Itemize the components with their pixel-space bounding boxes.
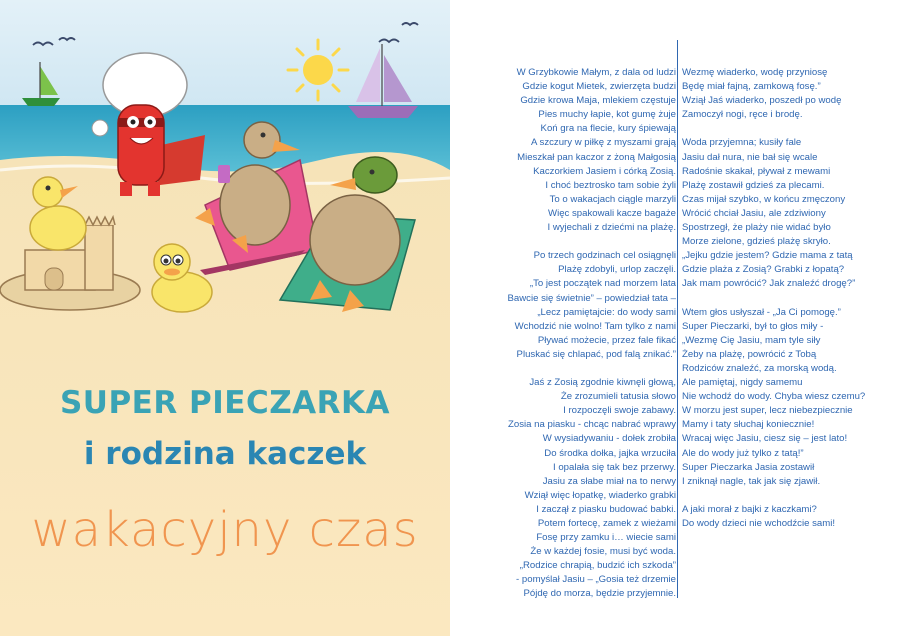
poem-line: Morze zielone, gdzieś plażę skryło. — [682, 236, 831, 248]
poem-line: I wyjechali z dziećmi na plażę. — [547, 222, 676, 234]
poem-line: Jasiu za słabe miał na to nerwy — [542, 475, 676, 487]
poem-line: Mamy i taty słuchaj koniecznie! — [682, 419, 815, 431]
column-divider — [677, 40, 678, 598]
poem-page — [450, 0, 900, 636]
poem-line: I zaczął z piasku budować babki. — [536, 503, 676, 515]
poem-line: I zniknął nagle, tak jak się zjawił. — [682, 475, 821, 487]
title-rodzina-kaczek: i rodzina kaczek — [83, 436, 367, 472]
poem-line: Pluskać się chlapać, pod falą znikać.” — [516, 348, 676, 360]
poem-stanza — [492, 376, 676, 602]
poem-line: „Jejku gdzie jestem? Gdzie mama z tatą — [682, 250, 853, 262]
poem-line: Jak mam powrócić? Jak znaleźć drogę?” — [682, 278, 856, 290]
poem-line: Woda przyjemna; kusiły fale — [682, 137, 802, 149]
poem-line: Po trzech godzinach cel osiągnęli — [533, 250, 676, 262]
poem-line: Pływać możecie, przez fale fikać — [537, 334, 676, 346]
poem-line: W wysiadywaniu - dołek zrobiła — [542, 433, 676, 445]
poem-line: To o wakacjach ciągle marzyli — [549, 193, 676, 205]
poem-line: Pies muchy łapie, kot gumę żuje — [538, 109, 676, 121]
poem-line: Ale pamiętaj, nigdy samemu — [682, 377, 803, 389]
poem-line: Do wody dzieci nie wchodźcie sami! — [682, 518, 836, 529]
poem-line: Będę miał fajną, zamkową fosę.” — [682, 81, 821, 93]
poem-line: Pójdę do morza, będzie przyjemnie. — [523, 588, 676, 600]
poem-line: A jaki morał z bajki z kaczkami? — [682, 503, 817, 515]
poem-line: Wracaj więc Jasiu, ciesz się – jest lato! — [682, 433, 848, 445]
poem-line: Koń gra na flecie, kury śpiewają — [540, 123, 676, 135]
poem-line: Zosia na piasku - chcąc nabrać wprawy — [508, 419, 676, 431]
poem-line: Że w każdej fosie, musi być woda. — [530, 546, 676, 558]
title-super-pieczarka: SUPER PIECZARKA — [59, 385, 391, 421]
poem-line: Plażę zdobyli, urlop zaczęli. — [558, 264, 676, 276]
poem-line: Fosę przy zamku i… wiecie sami — [536, 532, 676, 544]
poem-stanza — [682, 306, 882, 489]
poem-line: Żeby na plażę, powrócić z Tobą — [682, 348, 817, 360]
sun-icon — [288, 40, 348, 100]
poem-line: Ale do wody już tylko z tatą!” — [682, 447, 804, 459]
poem-line: W morzu jest super, lecz niebezpiecznie — [682, 405, 853, 417]
poem-line: Gdzie kogut Mietek, zwierzęta budzi — [522, 81, 676, 93]
poem-line: Wziął Jaś wiaderko, poszedł po wodę — [682, 95, 842, 107]
poem-line: Wezmę wiaderko, wodę przyniosę — [682, 67, 828, 78]
poem-line: „Rodzice chrapią, budzić ich szkoda” — [519, 560, 676, 572]
poem-line: Mieszkał pan kaczor z żoną Małgosią — [517, 151, 676, 163]
poem-line: W Grzybkowie Małym, z dala od ludzi — [516, 67, 676, 78]
poem-line: Gdzie krowa Maja, mlekiem częstuje — [520, 95, 676, 107]
poem-line: „Lecz pamiętajcie: do wody sami — [537, 306, 676, 318]
poem-line: Kaczorkiem Jasiem i córką Zosią. — [533, 165, 676, 177]
poem-stanza — [682, 503, 882, 531]
poem-line: Potem fortecę, zamek z wieżami — [537, 518, 676, 529]
poem-stanza — [492, 66, 676, 235]
poem-line: Jaś z Zosią zgodnie kiwnęli głową, — [529, 377, 676, 389]
poem-stanza — [682, 66, 882, 122]
poem-line: Więc spakowali kacze bagaże — [548, 207, 676, 219]
poem-stanza — [492, 249, 676, 362]
poem-line: Wrócić chciał Jasiu, ale zdziwiony — [682, 207, 826, 219]
poem-line: Czas mijał szybko, w końcu zmęczony — [682, 193, 846, 205]
poem-line: I choć beztrosko tam sobie żyli — [545, 179, 676, 191]
poem-line: Nie wchodź do wody. Chyba wiesz czemu? — [682, 391, 866, 403]
poem-line: Super Pieczarki, był to głos miły - — [682, 320, 824, 332]
poem-line: Wchodzić nie wolno! Tam tylko z nami — [514, 320, 676, 332]
poem-line: Zamoczył nogi, ręce i brodę. — [682, 109, 803, 121]
poem-line: Bawcie się świetnie” – powiedział tata – — [507, 292, 676, 304]
poem-column-right — [682, 66, 882, 545]
title-wakacyjny-czas: wakacyjny czas — [31, 502, 419, 558]
poem-line: Super Pieczarka Jasia zostawił — [682, 461, 815, 473]
poem-line: Wziął więc łopatkę, wiaderko grabki — [524, 489, 676, 501]
poem-line: Plażę zostawił gdzieś za plecami. — [682, 179, 825, 191]
poem-line: Wtem głos usłyszał - „Ja Ci pomogę.” — [682, 306, 841, 318]
poem-line: - pomyślał Jasiu – „Gosia też drzemie — [516, 574, 676, 586]
poem-line: Jasiu dał nura, nie bał się wcale — [682, 151, 818, 163]
poem-line: „To jest początek nad morzem lata — [529, 278, 676, 290]
poem-line: Do środka dołka, jajka wrzuciła — [544, 447, 676, 459]
poem-line: I opalała się tak bez przerwy. — [553, 461, 676, 473]
poem-line: A szczury w piłkę z myszami grają — [530, 137, 676, 149]
poem-line: „Wezmę Cię Jasiu, mam tyle siły — [682, 334, 821, 346]
poem-line: Rodziców znaleźć, za morską wodą. — [682, 362, 837, 374]
poem-line: I rozpoczęli swoje zabawy. — [563, 405, 676, 417]
poem-line: Że zrozumieli tatusia słowo — [560, 391, 676, 403]
poem-stanza — [682, 136, 882, 291]
poem-line: Spostrzegł, że plaży nie widać było — [682, 222, 831, 234]
poem-line: Gdzie plaża z Zosią? Grabki z łopatą? — [682, 264, 845, 276]
poem-column-left — [492, 66, 676, 616]
poem-line: Radośnie skakał, pływał z mewami — [682, 165, 831, 177]
